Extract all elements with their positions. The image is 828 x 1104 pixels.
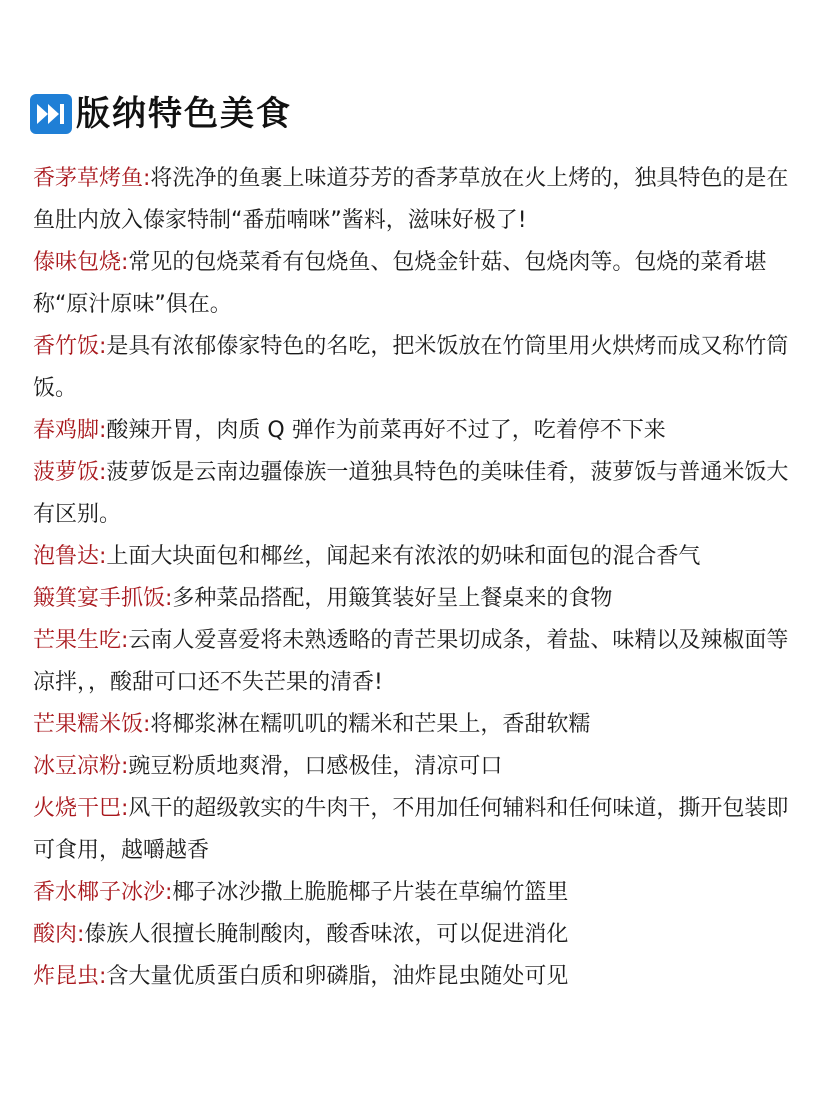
dish-description: 常见的包烧菜肴有包烧鱼、包烧金针菇、包烧肉等。包烧的菜肴堪称“原汁原味”俱在。 xyxy=(33,250,767,317)
dish-description: 将洗净的鱼裹上味道芬芳的香茅草放在火上烤的，独具特色的是在鱼肚内放入傣家特制“番茄喃咪”酱料，滋味好极了! xyxy=(33,166,789,233)
list-item xyxy=(33,746,793,788)
list-item xyxy=(33,620,793,704)
dish-name: 香茅草烤鱼: xyxy=(33,166,151,191)
dish-name: 芒果生吃: xyxy=(33,628,129,653)
list-item xyxy=(33,536,793,578)
list-item xyxy=(33,242,793,326)
fast-forward-icon xyxy=(30,94,72,134)
list-item xyxy=(33,578,793,620)
list-item xyxy=(33,914,793,956)
dish-name: 酸肉: xyxy=(33,922,85,947)
dish-name: 菠萝饭: xyxy=(33,460,107,485)
dish-description: 风干的超级敦实的牛肉干，不用加任何辅料和任何味道，撕开包装即可食用，越嚼越香 xyxy=(33,796,789,863)
dish-name: 香水椰子冰沙: xyxy=(33,880,173,905)
list-item xyxy=(33,452,793,536)
list-item xyxy=(33,158,793,242)
dish-description: 椰子冰沙撒上脆脆椰子片装在草编竹篮里 xyxy=(172,880,569,905)
list-item xyxy=(33,704,793,746)
dish-name: 春鸡脚: xyxy=(33,418,107,443)
dish-name: 火烧干巴: xyxy=(33,796,129,821)
food-list xyxy=(33,158,793,998)
page-header xyxy=(30,92,292,136)
list-item xyxy=(33,326,793,410)
list-item xyxy=(33,956,793,998)
dish-name: 炸昆虫: xyxy=(33,964,107,989)
dish-name: 冰豆凉粉: xyxy=(33,754,129,779)
dish-description: 豌豆粉质地爽滑，口感极佳，清凉可口 xyxy=(128,754,503,779)
dish-description: 多种菜品搭配，用簸箕装好呈上餐桌来的食物 xyxy=(172,586,613,611)
dish-name: 香竹饭: xyxy=(33,334,107,359)
dish-name: 簸箕宴手抓饭: xyxy=(33,586,173,611)
dish-description: 酸辣开胃，肉质 Q 弹作为前菜再好不过了，吃着停不下来 xyxy=(106,418,666,443)
dish-description: 上面大块面包和椰丝，闻起来有浓浓的奶味和面包的混合香气 xyxy=(106,544,701,569)
dish-description: 含大量优质蛋白质和卵磷脂，油炸昆虫随处可见 xyxy=(106,964,569,989)
list-item xyxy=(33,872,793,914)
dish-description: 将椰浆淋在糯叽叽的糯米和芒果上，香甜软糯 xyxy=(150,712,591,737)
dish-name: 傣味包烧: xyxy=(33,250,129,275)
dish-description: 菠萝饭是云南边疆傣族一道独具特色的美味佳肴，菠萝饭与普通米饭大有区别。 xyxy=(33,460,789,527)
list-item xyxy=(33,410,793,452)
dish-description: 傣族人很擅长腌制酸肉，酸香味浓，可以促进消化 xyxy=(84,922,569,947)
list-item xyxy=(33,788,793,872)
dish-name: 芒果糯米饭: xyxy=(33,712,151,737)
dish-description: 云南人爱喜爱将未熟透略的青芒果切成条，着盐、味精以及辣椒面等凉拌，，酸甜可口还不失芒果的清香! xyxy=(33,628,789,695)
page-title: 版纳特色美食 xyxy=(76,94,292,134)
dish-name: 泡鲁达: xyxy=(33,544,107,569)
dish-description: 是具有浓郁傣家特色的名吃，把米饭放在竹筒里用火烘烤而成又称竹筒饭。 xyxy=(33,334,789,401)
